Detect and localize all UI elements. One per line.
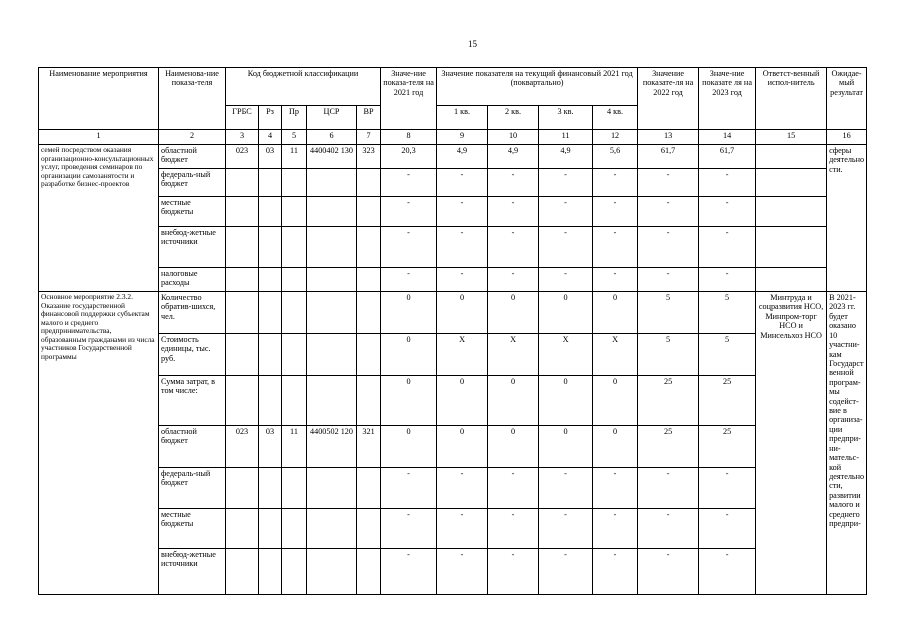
value-2022-cell: 5	[638, 292, 699, 334]
q2-cell: -	[488, 227, 539, 268]
header-kbk: Код бюджетной классификации	[226, 68, 381, 106]
csr-cell	[307, 292, 357, 334]
indicator-cell: областной бюджет	[159, 426, 226, 468]
value-2021-cell: -	[381, 509, 437, 549]
value-2022-cell: -	[638, 227, 699, 268]
header-value-2021: Значе-ние показа-теля на 2021 год	[381, 68, 437, 130]
event-name-cell: семей посредством оказания организационно-консультационных услуг, проведения семинаров по организации самозанятости и разработке бизнес-проектов	[39, 145, 159, 292]
value-2022-cell: 25	[638, 426, 699, 468]
expected-result-cell: В 2021-2023 гг. будет оказано 10 участни-кам Государст венной програм-мы содейст-вие в организа-ции предпри-ни-мательс-кой деятельно сти, развитии малого и среднего предпри-	[827, 292, 867, 595]
indicator-cell: областной бюджет	[159, 145, 226, 169]
header-expected-result: Ожидае-мый результат	[827, 68, 867, 130]
header-q1: 1 кв.	[437, 106, 488, 130]
header-pr: Пр	[282, 106, 307, 130]
rz-cell	[259, 292, 282, 334]
grbs-cell: 023	[226, 145, 259, 169]
q1-cell: -	[437, 197, 488, 227]
indicator-cell: местные бюджеты	[159, 509, 226, 549]
budget-table	[38, 67, 867, 595]
vr-cell	[357, 197, 381, 227]
csr-cell	[307, 227, 357, 268]
value-2023-cell: -	[699, 509, 756, 549]
table-row	[39, 509, 867, 549]
header-value-2022: Значение показате-ля на 2022 год	[638, 68, 699, 130]
vr-cell	[357, 509, 381, 549]
col-number: 14	[699, 130, 756, 145]
q2-cell: -	[488, 549, 539, 595]
pr-cell	[282, 197, 307, 227]
col-number: 8	[381, 130, 437, 145]
q1-cell: 4,9	[437, 145, 488, 169]
col-number: 4	[259, 130, 282, 145]
header-rz: Рз	[259, 106, 282, 130]
csr-cell	[307, 169, 357, 197]
col-number: 11	[539, 130, 593, 145]
header-executor: Ответст-венный испол-нитель	[756, 68, 827, 130]
q2-cell: 4,9	[488, 145, 539, 169]
q2-cell: 0	[488, 292, 539, 334]
col-number: 15	[756, 130, 827, 145]
value-2022-cell: -	[638, 197, 699, 227]
table-row	[39, 376, 867, 426]
col-number: 6	[307, 130, 357, 145]
q2-cell: -	[488, 268, 539, 292]
header-q3: 3 кв.	[539, 106, 593, 130]
q3-cell: -	[539, 509, 593, 549]
q4-cell: 0	[593, 376, 638, 426]
pr-cell	[282, 292, 307, 334]
pr-cell	[282, 549, 307, 595]
value-2021-cell: -	[381, 468, 437, 509]
value-2021-cell: 0	[381, 376, 437, 426]
header-q2: 2 кв.	[488, 106, 539, 130]
indicator-cell: Стоимость единицы, тыс. руб.	[159, 334, 226, 376]
value-2021-cell: -	[381, 197, 437, 227]
q3-cell: 0	[539, 426, 593, 468]
q4-cell: 5,6	[593, 145, 638, 169]
q3-cell: -	[539, 549, 593, 595]
value-2023-cell: -	[699, 468, 756, 509]
table-row	[39, 145, 867, 169]
q1-cell: 0	[437, 292, 488, 334]
rz-cell	[259, 509, 282, 549]
value-2023-cell: 25	[699, 376, 756, 426]
grbs-cell	[226, 334, 259, 376]
value-2022-cell: 25	[638, 376, 699, 426]
grbs-cell	[226, 509, 259, 549]
q1-cell: -	[437, 268, 488, 292]
q4-cell: -	[593, 268, 638, 292]
indicator-cell: федераль-ный бюджет	[159, 169, 226, 197]
table-row	[39, 292, 867, 334]
col-number: 10	[488, 130, 539, 145]
value-2021-cell: 20,3	[381, 145, 437, 169]
page-number: 15	[468, 39, 477, 49]
q2-cell: X	[488, 334, 539, 376]
column-numbers-row	[39, 130, 867, 145]
rz-cell: 03	[259, 426, 282, 468]
q3-cell: 0	[539, 292, 593, 334]
q3-cell: -	[539, 468, 593, 509]
indicator-cell: федераль-ный бюджет	[159, 468, 226, 509]
q4-cell: -	[593, 197, 638, 227]
csr-cell	[307, 468, 357, 509]
q2-cell: -	[488, 169, 539, 197]
executor-cell	[756, 145, 827, 169]
pr-cell	[282, 376, 307, 426]
col-number: 3	[226, 130, 259, 145]
q1-cell: -	[437, 468, 488, 509]
rz-cell	[259, 169, 282, 197]
q2-cell: 0	[488, 376, 539, 426]
value-2021-cell: -	[381, 169, 437, 197]
indicator-cell: налоговые расходы	[159, 268, 226, 292]
q1-cell: -	[437, 227, 488, 268]
table-row	[39, 426, 867, 468]
value-2021-cell: -	[381, 227, 437, 268]
col-number: 2	[159, 130, 226, 145]
indicator-cell: Сумма затрат, в том числе:	[159, 376, 226, 426]
header-grbs: ГРБС	[226, 106, 259, 130]
vr-cell	[357, 292, 381, 334]
indicator-cell: Количество обратив-шихся, чел.	[159, 292, 226, 334]
csr-cell	[307, 197, 357, 227]
pr-cell	[282, 169, 307, 197]
table-row	[39, 468, 867, 509]
vr-cell	[357, 227, 381, 268]
indicator-cell: местные бюджеты	[159, 197, 226, 227]
grbs-cell	[226, 376, 259, 426]
value-2021-cell: 0	[381, 292, 437, 334]
table-row	[39, 227, 867, 268]
csr-cell	[307, 549, 357, 595]
csr-cell	[307, 509, 357, 549]
table-row	[39, 268, 867, 292]
q4-cell: 0	[593, 292, 638, 334]
value-2023-cell: 5	[699, 334, 756, 376]
rz-cell	[259, 376, 282, 426]
q1-cell: -	[437, 509, 488, 549]
table-row	[39, 549, 867, 595]
header-event-name: Наименование мероприятия	[39, 68, 159, 130]
value-2022-cell: 5	[638, 334, 699, 376]
grbs-cell: 023	[226, 426, 259, 468]
value-2022-cell: 61,7	[638, 145, 699, 169]
value-2022-cell: -	[638, 468, 699, 509]
pr-cell: 11	[282, 426, 307, 468]
indicator-cell: внебюд-жетные источники	[159, 227, 226, 268]
value-2023-cell: -	[699, 549, 756, 595]
csr-cell	[307, 334, 357, 376]
pr-cell	[282, 268, 307, 292]
executor-cell	[756, 169, 827, 197]
q3-cell: -	[539, 169, 593, 197]
grbs-cell	[226, 169, 259, 197]
grbs-cell	[226, 268, 259, 292]
q3-cell: -	[539, 227, 593, 268]
expected-result-cell: сферы деятельно сти.	[827, 145, 867, 292]
rz-cell	[259, 197, 282, 227]
q1-cell: 0	[437, 426, 488, 468]
col-number: 1	[39, 130, 159, 145]
table-row	[39, 197, 867, 227]
q1-cell: -	[437, 169, 488, 197]
vr-cell	[357, 169, 381, 197]
vr-cell: 323	[357, 145, 381, 169]
rz-cell	[259, 468, 282, 509]
q3-cell: -	[539, 197, 593, 227]
value-2023-cell: 25	[699, 426, 756, 468]
q2-cell: -	[488, 468, 539, 509]
rz-cell: 03	[259, 145, 282, 169]
q3-cell: X	[539, 334, 593, 376]
csr-cell	[307, 268, 357, 292]
pr-cell	[282, 509, 307, 549]
vr-cell: 321	[357, 426, 381, 468]
executor-cell: Минтруда и соцразвития НСО, Минпром-торг НСО и Минсельхоз НСО	[756, 292, 827, 595]
csr-cell: 4400402 130	[307, 145, 357, 169]
value-2021-cell: -	[381, 268, 437, 292]
vr-cell	[357, 549, 381, 595]
q4-cell: -	[593, 509, 638, 549]
pr-cell	[282, 468, 307, 509]
col-number: 5	[282, 130, 307, 145]
vr-cell	[357, 334, 381, 376]
q2-cell: 0	[488, 426, 539, 468]
q1-cell: -	[437, 549, 488, 595]
value-2023-cell: -	[699, 227, 756, 268]
grbs-cell	[226, 197, 259, 227]
q4-cell: -	[593, 549, 638, 595]
q4-cell: -	[593, 468, 638, 509]
q2-cell: -	[488, 197, 539, 227]
vr-cell	[357, 468, 381, 509]
col-number: 9	[437, 130, 488, 145]
q3-cell: 0	[539, 376, 593, 426]
q4-cell: -	[593, 227, 638, 268]
pr-cell	[282, 227, 307, 268]
executor-cell	[756, 197, 827, 227]
indicator-cell: внебюд-жетные источники	[159, 549, 226, 595]
grbs-cell	[226, 227, 259, 268]
grbs-cell	[226, 292, 259, 334]
q3-cell: -	[539, 268, 593, 292]
csr-cell: 4400502 120	[307, 426, 357, 468]
col-number: 16	[827, 130, 867, 145]
rz-cell	[259, 549, 282, 595]
header-vr: ВР	[357, 106, 381, 130]
value-2021-cell: 0	[381, 426, 437, 468]
value-2023-cell: -	[699, 268, 756, 292]
pr-cell	[282, 334, 307, 376]
header-value-2023: Значе-ние показате ля на 2023 год	[699, 68, 756, 130]
grbs-cell	[226, 468, 259, 509]
table-row	[39, 169, 867, 197]
header-indicator-name: Наименова-ние показа-теля	[159, 68, 226, 130]
q4-cell: -	[593, 169, 638, 197]
header-q4: 4 кв.	[593, 106, 638, 130]
value-2023-cell: -	[699, 169, 756, 197]
csr-cell	[307, 376, 357, 426]
header-csr: ЦСР	[307, 106, 357, 130]
value-2022-cell: -	[638, 549, 699, 595]
value-2023-cell: 5	[699, 292, 756, 334]
col-number: 13	[638, 130, 699, 145]
q1-cell: X	[437, 334, 488, 376]
pr-cell: 11	[282, 145, 307, 169]
value-2022-cell: -	[638, 509, 699, 549]
executor-cell	[756, 268, 827, 292]
rz-cell	[259, 227, 282, 268]
rz-cell	[259, 334, 282, 376]
executor-cell	[756, 227, 827, 268]
value-2022-cell: -	[638, 169, 699, 197]
q4-cell: 0	[593, 426, 638, 468]
value-2023-cell: -	[699, 197, 756, 227]
value-2023-cell: 61,7	[699, 145, 756, 169]
header-current-year: Значение показателя на текущий финансовый 2021 год (поквартально)	[437, 68, 638, 106]
col-number: 7	[357, 130, 381, 145]
q2-cell: -	[488, 509, 539, 549]
q4-cell: X	[593, 334, 638, 376]
event-name-cell: Основное мероприятие 2.3.2. Оказание государственной финансовой поддержки субъектам малого и среднего предпринимательства, образованным гражданами из числа участников Государственной программы	[39, 292, 159, 595]
table-row	[39, 334, 867, 376]
value-2022-cell: -	[638, 268, 699, 292]
vr-cell	[357, 268, 381, 292]
rz-cell	[259, 268, 282, 292]
value-2021-cell: -	[381, 549, 437, 595]
vr-cell	[357, 376, 381, 426]
value-2021-cell: 0	[381, 334, 437, 376]
q3-cell: 4,9	[539, 145, 593, 169]
col-number: 12	[593, 130, 638, 145]
q1-cell: 0	[437, 376, 488, 426]
grbs-cell	[226, 549, 259, 595]
